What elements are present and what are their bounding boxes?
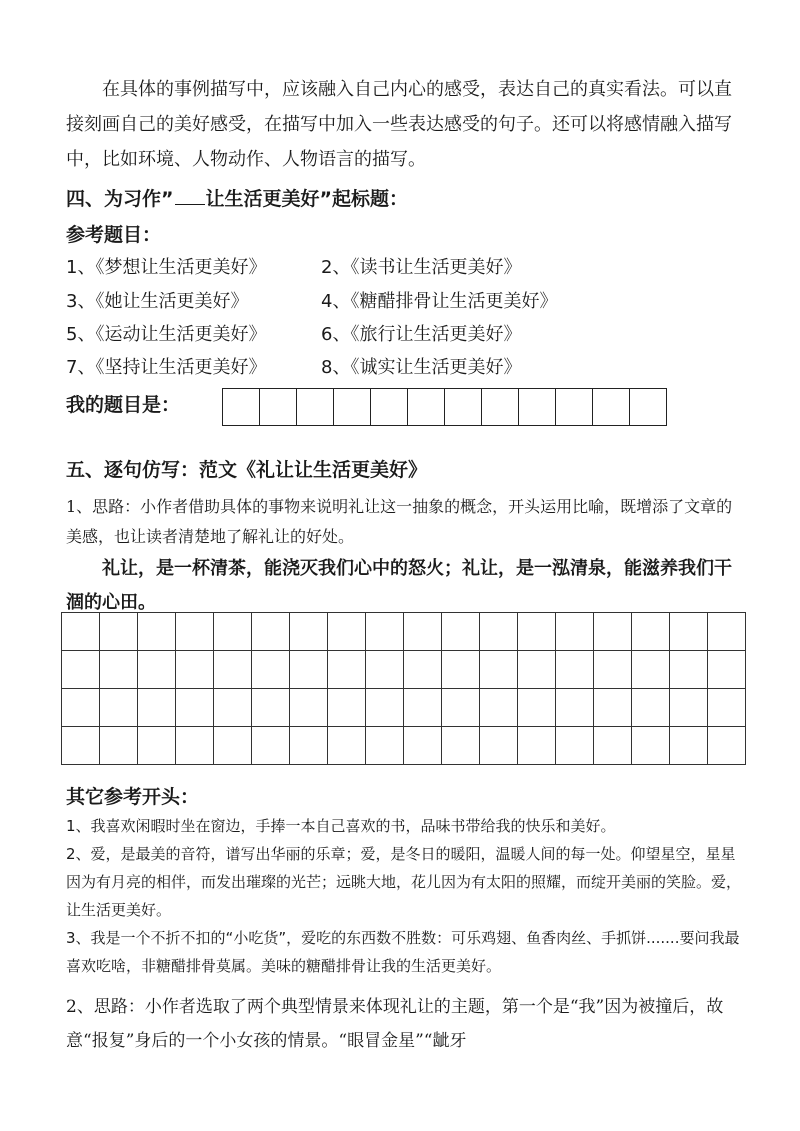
grid-cell[interactable] bbox=[480, 613, 518, 651]
grid-cell[interactable] bbox=[594, 651, 632, 689]
title-box[interactable] bbox=[333, 388, 371, 426]
grid-cell[interactable] bbox=[594, 727, 632, 765]
grid-cell[interactable] bbox=[670, 613, 708, 651]
grid-cell[interactable] bbox=[252, 727, 290, 765]
grid-cell[interactable] bbox=[290, 613, 328, 651]
grid-cell[interactable] bbox=[366, 689, 404, 727]
title-box[interactable] bbox=[370, 388, 408, 426]
grid-cell[interactable] bbox=[138, 613, 176, 651]
grid-cell[interactable] bbox=[290, 689, 328, 727]
title-box[interactable] bbox=[259, 388, 297, 426]
grid-cell[interactable] bbox=[556, 689, 594, 727]
grid-cell[interactable] bbox=[594, 689, 632, 727]
grid-cell[interactable] bbox=[632, 651, 670, 689]
grid-cell[interactable] bbox=[442, 613, 480, 651]
my-title-boxes bbox=[222, 388, 667, 426]
grid-cell[interactable] bbox=[328, 727, 366, 765]
grid-cell[interactable] bbox=[214, 689, 252, 727]
idea-1-paragraph: 1、思路：小作者借助具体的事物来说明礼让这一抽象的概念，开头运用比喻，既增添了文章的美感，也让读者清楚地了解礼让的好处。 bbox=[66, 497, 733, 546]
grid-cell[interactable] bbox=[480, 727, 518, 765]
grid-cell[interactable] bbox=[62, 689, 100, 727]
grid-cell[interactable] bbox=[708, 613, 746, 651]
title-box[interactable] bbox=[555, 388, 593, 426]
grid-cell[interactable] bbox=[214, 727, 252, 765]
opening-item-1: 1、我喜欢闲暇时坐在窗边，手捧一本自己喜欢的书，品味书带给我的快乐和美好。 bbox=[66, 817, 616, 835]
grid-cell[interactable] bbox=[252, 689, 290, 727]
grid-cell[interactable] bbox=[632, 727, 670, 765]
writing-grid bbox=[61, 612, 746, 765]
section4-heading-prefix: 四、为习作” bbox=[66, 188, 174, 210]
grid-cell[interactable] bbox=[670, 727, 708, 765]
grid-cell[interactable] bbox=[404, 613, 442, 651]
intro-paragraph: 在具体的事例描写中，应该融入自己内心的感受，表达自己的真实看法。可以直接刻画自己的美好感受，在描写中加入一些表达感受的句子。还可以将感情融入描写中，比如环境、人物动作、人物语言的描写。 bbox=[66, 79, 732, 170]
title-item-5: 5、《运动让生活更美好》 bbox=[66, 324, 267, 345]
title-item-7: 7、《坚持让生活更美好》 bbox=[66, 357, 267, 378]
title-box[interactable] bbox=[518, 388, 556, 426]
grid-cell[interactable] bbox=[708, 727, 746, 765]
grid-cell[interactable] bbox=[480, 651, 518, 689]
grid-cell[interactable] bbox=[252, 651, 290, 689]
title-item-4: 4、《糖醋排骨让生活更美好》 bbox=[321, 291, 558, 312]
grid-cell[interactable] bbox=[518, 651, 556, 689]
title-box[interactable] bbox=[222, 388, 260, 426]
title-box[interactable] bbox=[296, 388, 334, 426]
section5-heading: 五、逐句仿写：范文《礼让让生活更美好》 bbox=[66, 459, 428, 481]
grid-cell[interactable] bbox=[556, 651, 594, 689]
grid-cell[interactable] bbox=[138, 689, 176, 727]
title-blank-line bbox=[175, 188, 205, 205]
grid-cell[interactable] bbox=[328, 689, 366, 727]
section4-heading-suffix: 让生活更美好”起标题： bbox=[205, 188, 408, 210]
title-item-1: 1、《梦想让生活更美好》 bbox=[66, 257, 267, 278]
grid-cell[interactable] bbox=[290, 727, 328, 765]
reference-titles-label: 参考题目： bbox=[66, 224, 162, 246]
opening-item-2: 2、爱，是最美的音符，谱写出华丽的乐章；爱，是冬日的暖阳，温暖人间的每一处。仰望星空，星星因为有月亮的相伴，而发出璀璨的光芒；远眺大地，花儿因为有太阳的照耀，而绽开美丽的笑脸。爱，让生活更美好。 bbox=[66, 845, 742, 919]
grid-cell[interactable] bbox=[62, 651, 100, 689]
grid-cell[interactable] bbox=[62, 727, 100, 765]
title-item-2: 2、《读书让生活更美好》 bbox=[321, 257, 522, 278]
grid-cell[interactable] bbox=[214, 613, 252, 651]
grid-cell[interactable] bbox=[442, 689, 480, 727]
title-box[interactable] bbox=[444, 388, 482, 426]
title-box[interactable] bbox=[481, 388, 519, 426]
grid-cell[interactable] bbox=[366, 613, 404, 651]
other-openings-heading: 其它参考开头： bbox=[66, 786, 200, 808]
grid-cell[interactable] bbox=[328, 613, 366, 651]
grid-cell[interactable] bbox=[518, 613, 556, 651]
grid-cell[interactable] bbox=[366, 651, 404, 689]
grid-cell[interactable] bbox=[176, 613, 214, 651]
grid-cell[interactable] bbox=[176, 689, 214, 727]
opening-item-3: 3、我是一个不折不扣的“小吃货”，爱吃的东西数不胜数：可乐鸡翅、鱼香肉丝、手抓饼.......要问我最喜欢吃啥，非糖醋排骨莫属。美味的糖醋排骨让我的生活更美好。 bbox=[66, 929, 740, 975]
grid-cell[interactable] bbox=[556, 727, 594, 765]
grid-cell[interactable] bbox=[214, 651, 252, 689]
title-item-3: 3、《她让生活更美好》 bbox=[66, 291, 249, 312]
title-box[interactable] bbox=[629, 388, 667, 426]
grid-cell[interactable] bbox=[138, 651, 176, 689]
model-sentence: 礼让，是一杯清茶，能浇灭我们心中的怒火；礼让，是一泓清泉，能滋养我们干涸的心田。 bbox=[66, 558, 732, 613]
grid-cell[interactable] bbox=[100, 613, 138, 651]
grid-cell[interactable] bbox=[100, 651, 138, 689]
grid-cell[interactable] bbox=[100, 689, 138, 727]
grid-cell[interactable] bbox=[594, 613, 632, 651]
grid-cell[interactable] bbox=[252, 613, 290, 651]
grid-cell[interactable] bbox=[708, 689, 746, 727]
grid-cell[interactable] bbox=[442, 651, 480, 689]
idea-2-paragraph: 2、思路：小作者选取了两个典型情景来体现礼让的主题，第一个是“我”因为被撞后，故意“报复”身后的一个小女孩的情景。“眼冒金星”“龇牙 bbox=[66, 997, 724, 1051]
grid-cell[interactable] bbox=[328, 651, 366, 689]
grid-cell[interactable] bbox=[404, 651, 442, 689]
grid-cell[interactable] bbox=[632, 689, 670, 727]
grid-cell[interactable] bbox=[632, 613, 670, 651]
grid-cell[interactable] bbox=[442, 727, 480, 765]
grid-cell[interactable] bbox=[556, 613, 594, 651]
grid-cell[interactable] bbox=[708, 651, 746, 689]
grid-cell[interactable] bbox=[670, 689, 708, 727]
grid-cell[interactable] bbox=[176, 651, 214, 689]
grid-cell[interactable] bbox=[366, 727, 404, 765]
title-box[interactable] bbox=[407, 388, 445, 426]
grid-cell[interactable] bbox=[290, 651, 328, 689]
grid-cell[interactable] bbox=[480, 689, 518, 727]
grid-cell[interactable] bbox=[62, 613, 100, 651]
grid-cell[interactable] bbox=[518, 689, 556, 727]
my-title-label: 我的题目是： bbox=[66, 394, 181, 416]
section4-heading bbox=[66, 184, 408, 211]
grid-cell[interactable] bbox=[138, 727, 176, 765]
grid-cell[interactable] bbox=[404, 727, 442, 765]
grid-cell[interactable] bbox=[404, 689, 442, 727]
grid-cell[interactable] bbox=[176, 727, 214, 765]
title-box[interactable] bbox=[592, 388, 630, 426]
title-item-8: 8、《诚实让生活更美好》 bbox=[321, 357, 522, 378]
title-item-6: 6、《旅行让生活更美好》 bbox=[321, 324, 522, 345]
grid-cell[interactable] bbox=[100, 727, 138, 765]
grid-cell[interactable] bbox=[670, 651, 708, 689]
grid-cell[interactable] bbox=[518, 727, 556, 765]
